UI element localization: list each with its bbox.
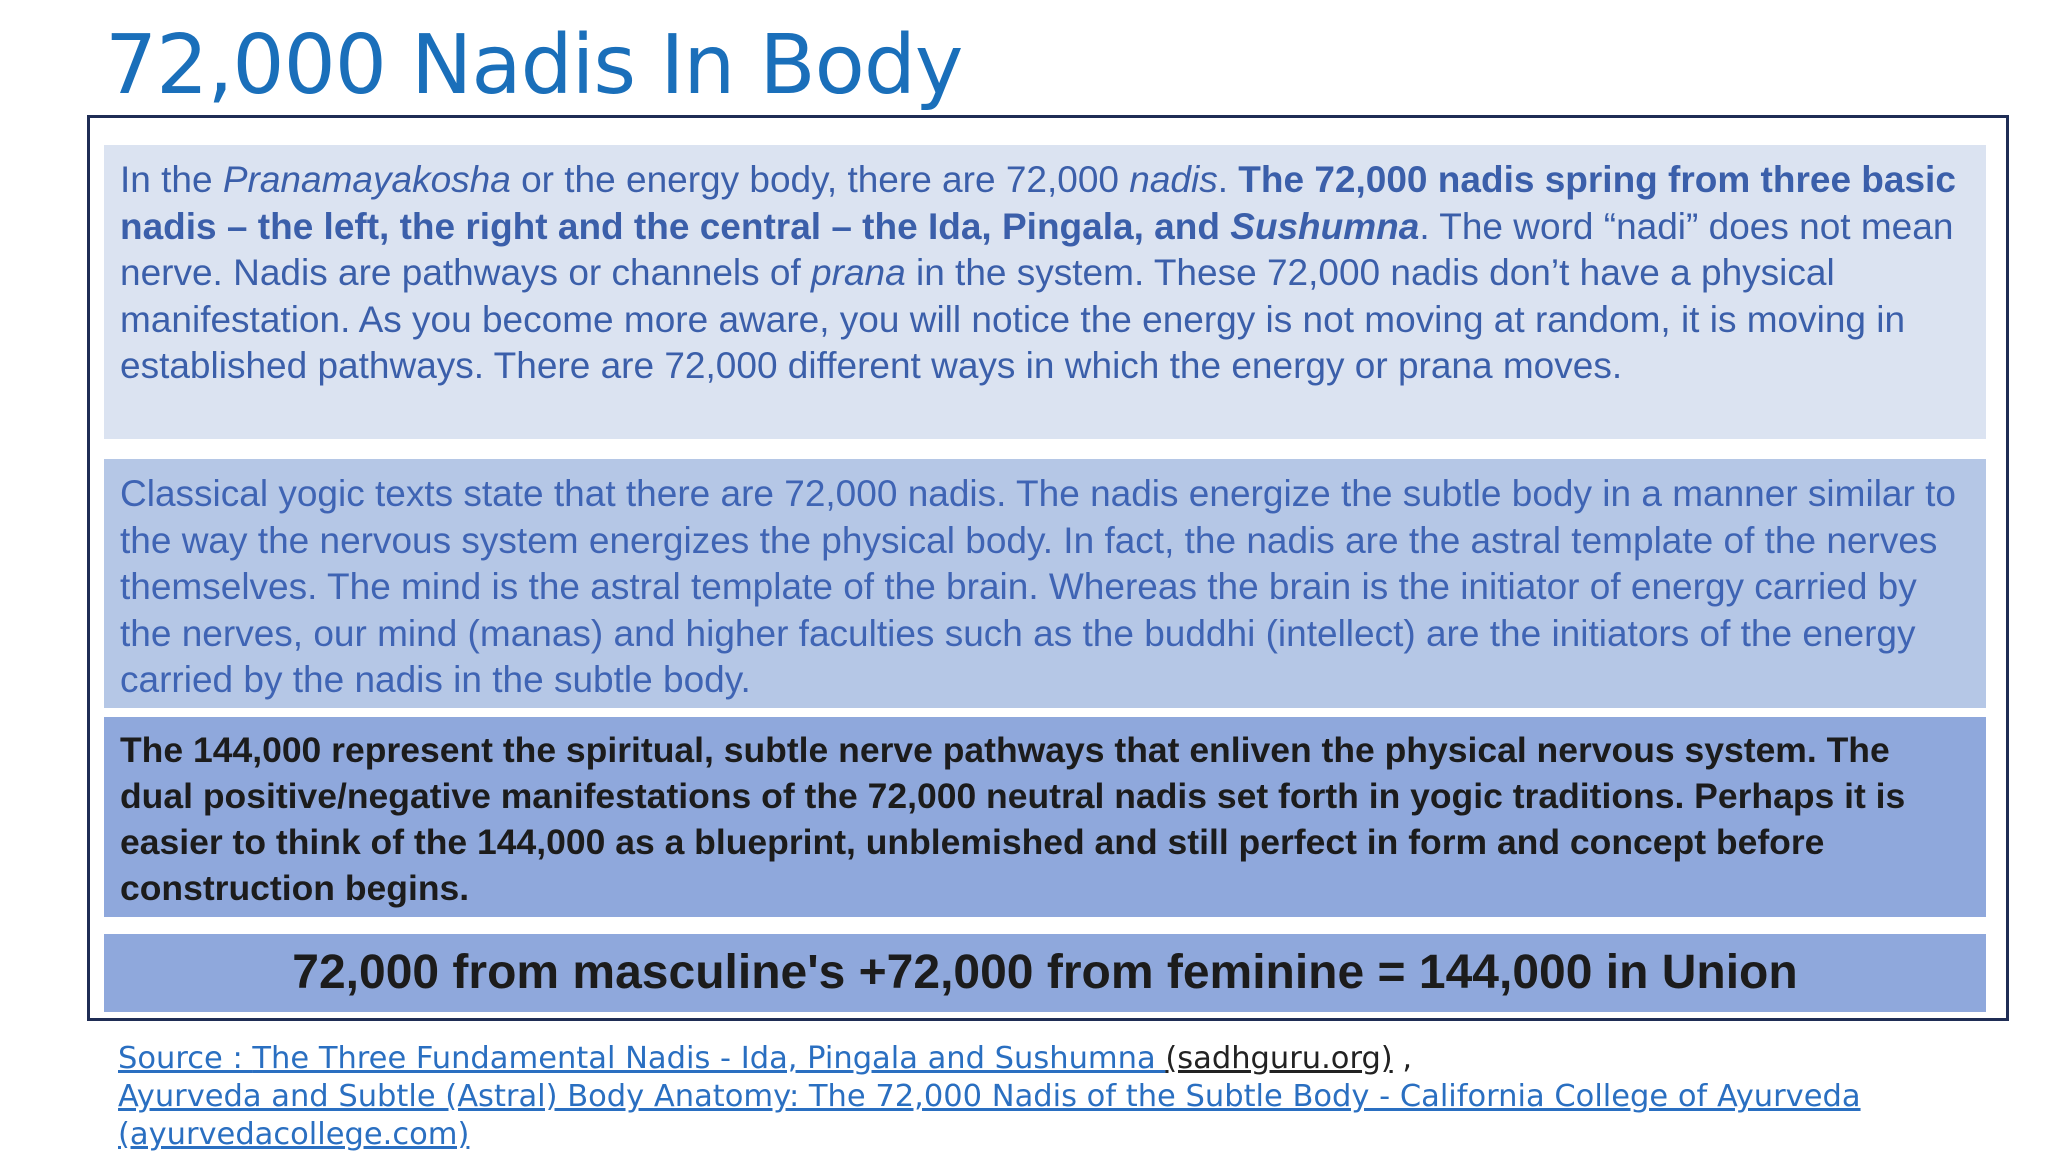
page-title: 72,000 Nadis In Body bbox=[105, 18, 963, 113]
classical-texts-paragraph: Classical yogic texts state that there are 72,000 nadis. The nadis energize the subtle body in a manner similar to the way the nervous system energizes the physical body. In fact, the nadis are the astral template of the nerves themselves. The mind is the astral template of the brain. Whereas the brain is the initiator of energy carried by the nerves, our mind (manas) and higher faculties such as the buddhi (intellect) are the initiators of the energy carried by the nadis in the subtle body. bbox=[104, 459, 1986, 708]
para1-text: In the bbox=[120, 159, 223, 200]
source-separator: , bbox=[1392, 1041, 1413, 1076]
para1-bold-italic-sushumna: Sushumna bbox=[1230, 205, 1420, 247]
ayurveda-college-link[interactable]: Ayurveda and Subtle (Astral) Body Anatomy: The 72,000 Nadis of the Subtle Body - California College of Ayurveda (ayurvedacollege.com) bbox=[118, 1079, 1861, 1152]
sadhguru-domain-link[interactable]: (sadhguru.org) bbox=[1165, 1041, 1393, 1076]
para1-italic-prana: prana bbox=[811, 252, 906, 293]
source-citation bbox=[118, 1040, 2008, 1154]
para1-text: . The word “nadi” does not mean nerve. Nadis are pathways or channels of bbox=[120, 205, 1954, 293]
union-equation-banner: 72,000 from masculine's +72,000 from feminine = 144,000 in Union bbox=[104, 934, 1986, 1012]
para1-italic-pranamayakosha: Pranamayakosha bbox=[222, 159, 511, 200]
para1-bold-statement: The 72,000 nadis spring from three basic nadis – the left, the right and the central – the Ida, Pingala, and bbox=[120, 159, 1956, 247]
source-label-link[interactable]: Source : bbox=[118, 1041, 253, 1076]
para1-text: or the energy body, there are 72,000 bbox=[510, 159, 1130, 200]
spiritual-pathways-paragraph: The 144,000 represent the spiritual, subtle nerve pathways that enliven the physical nervous system. The dual positive/negative manifestations of the 72,000 neutral nadis set forth in yogic traditions. Perhaps it is easier to think of the 144,000 as a blueprint, unblemished and still perfect in form and concept before construction begins. bbox=[104, 717, 1986, 917]
energy-body-paragraph bbox=[104, 145, 1986, 439]
para1-text: in the system. These 72,000 nadis don’t have a physical manifestation. As you become more aware, you will notice the energy is not moving at random, it is moving in established pathways. There are 72,000 different ways in which the energy or prana moves. bbox=[120, 252, 1906, 386]
sadhguru-article-link[interactable]: The Three Fundamental Nadis - Ida, Pingala and Sushumna bbox=[252, 1041, 1166, 1076]
para1-italic-nadis: nadis bbox=[1129, 159, 1218, 200]
para1-text: . bbox=[1217, 159, 1239, 200]
